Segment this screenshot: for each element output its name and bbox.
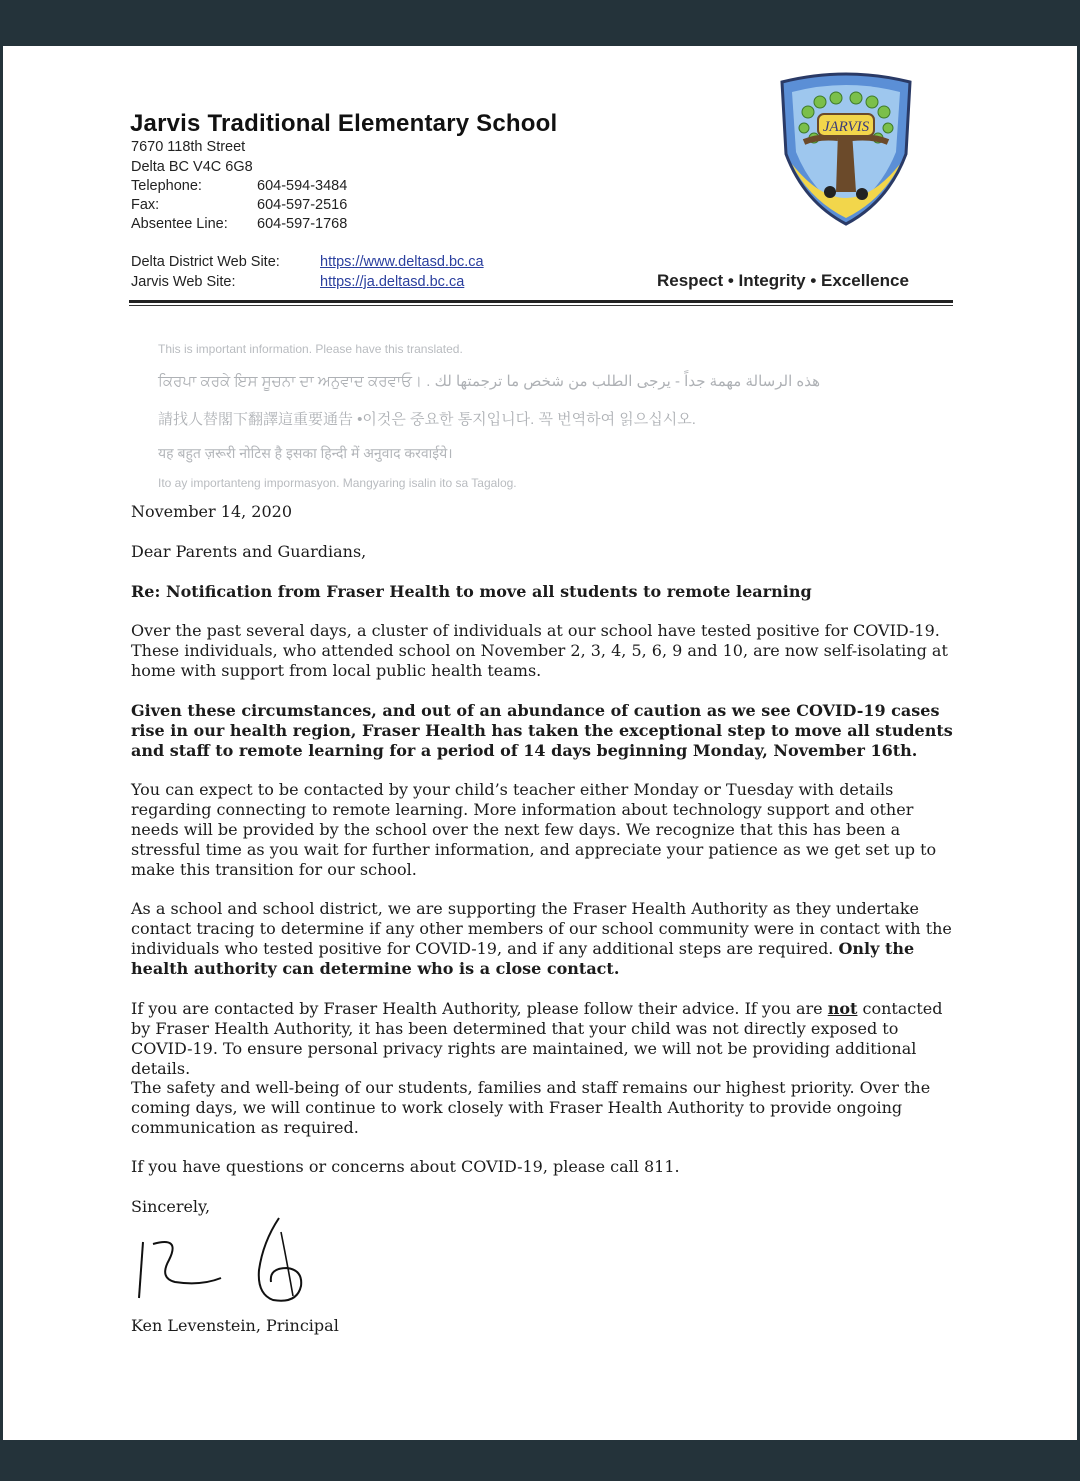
translation-notice-tagalog: Ito ay importanteng impormasyon. Mangyaring isalin ito sa Tagalog.: [158, 476, 517, 490]
letter-salutation: Dear Parents and Guardians,: [131, 542, 367, 561]
district-site-link[interactable]: https://www.deltasd.bc.ca: [320, 254, 484, 270]
paragraph-5-not: not: [827, 999, 858, 1018]
telephone-label: Telephone:: [131, 178, 202, 194]
header-rule: [129, 300, 953, 303]
address-line-1: 7670 118th Street: [131, 139, 246, 155]
paragraph-4-text: As a school and school district, we are supporting the Fraser Health Authority as they undertake contact tracing to determine if any other members of our school community were in contact with the individuals who tested positive for COVID-19, and if any additional steps are required.: [131, 899, 952, 958]
paragraph-3: [131, 780, 955, 880]
translation-notice-english: This is important information. Please have this translated.: [158, 342, 463, 356]
telephone-value: 604-594-3484: [257, 178, 348, 194]
paragraph-4: [131, 899, 955, 979]
translation-notice-punjabi-arabic: ਕਿਰਪਾ ਕਰਕੇ ਇਸ ਸੂਚਨਾ ਦਾ ਅਨੁਵਾਦ ਕਰਵਾਓ। . هذه الرسالة مهمة جداً - يرجى الطلب من شخص ما ترجمتها لك: [158, 373, 821, 390]
school-crest-logo: [778, 72, 914, 226]
principal-signature: [131, 1212, 321, 1308]
paragraph-6-text: The safety and well-being of our students, families and staff remains our highest priority. Over the coming days, we will continue to work closely with Fraser Health Authority to provide ongoing communication as required.: [131, 1078, 931, 1137]
paragraph-1-text: Over the past several days, a cluster of individuals at our school have tested positive for COVID-19. These individuals, who attended school on November 2, 3, 4, 5, 6, 9 and 10, are now self-isolating at home with support from local public health teams.: [131, 621, 948, 680]
jarvis-site-label: Jarvis Web Site:: [131, 274, 236, 290]
school-motto: Respect • Integrity • Excellence: [657, 271, 909, 290]
translation-notice-chinese-korean: 請找人替閣下翻譯這重要通告 •이것은 중요한 통지입니다. 꼭 번역하여 읽으십시오.: [158, 411, 696, 428]
jarvis-site-link[interactable]: https://ja.deltasd.bc.ca: [320, 274, 465, 290]
district-site-label: Delta District Web Site:: [131, 254, 280, 270]
paragraph-6: [131, 1078, 955, 1138]
absentee-label: Absentee Line:: [131, 216, 228, 232]
address-line-2: Delta BC V4C 6G8: [131, 159, 253, 175]
paragraph-3-text: You can expect to be contacted by your child’s teacher either Monday or Tuesday with details regarding connecting to remote learning. More information about technology support and other needs will be provided by the school over the next few days. We recognize that this has been a stressful time as you wait for further information, and appreciate your patience as we get set up to make this transition for our school.: [131, 780, 937, 879]
paragraph-5: [131, 999, 955, 1079]
paragraph-2-text: Given these circumstances, and out of an abundance of caution as we see COVID-19 cases rise in our health region, Fraser Health has taken the exceptional step to move all students and staff to remote learning for a period of 14 days beginning Monday, November 16th.: [131, 701, 953, 760]
svg-text:JARVIS: JARVIS: [822, 119, 870, 135]
paragraph-2: [131, 701, 955, 761]
paragraph-1: [131, 621, 955, 681]
translation-notice-hindi: यह बहुत ज़रूरी नोटिस है इसका हिन्दी में अनुवाद करवाईये।: [158, 445, 453, 461]
letter-subject: Re: Notification from Fraser Health to move all students to remote learning: [131, 582, 812, 601]
absentee-value: 604-597-1768: [257, 216, 348, 232]
header-rule-thin: [129, 305, 953, 306]
paragraph-4-emphasis: Only the health authority can determine who is a close contact.: [131, 939, 915, 978]
letter-page: [3, 46, 1077, 1440]
paragraph-7-text: If you have questions or concerns about COVID-19, please call 811.: [131, 1157, 680, 1176]
fax-value: 604-597-2516: [257, 197, 348, 213]
top-frame-bar: [0, 0, 1080, 46]
bottom-frame-bar: [0, 1440, 1080, 1481]
letter-date: November 14, 2020: [131, 502, 293, 521]
fax-label: Fax:: [131, 197, 160, 213]
paragraph-7: [131, 1157, 955, 1177]
paragraph-5-text-c: contacted by Fraser Health Authority, it has been determined that your child was not directly exposed to COVID-19. To ensure personal privacy rights are maintained, we will not be providing additional details.: [131, 999, 943, 1078]
signer-name: Ken Levenstein, Principal: [131, 1316, 339, 1335]
letter-closing: Sincerely,: [131, 1197, 211, 1216]
school-name: Jarvis Traditional Elementary School: [130, 110, 558, 137]
paragraph-5-text-a: If you are contacted by Fraser Health Authority, please follow their advice. If you are: [131, 999, 828, 1018]
